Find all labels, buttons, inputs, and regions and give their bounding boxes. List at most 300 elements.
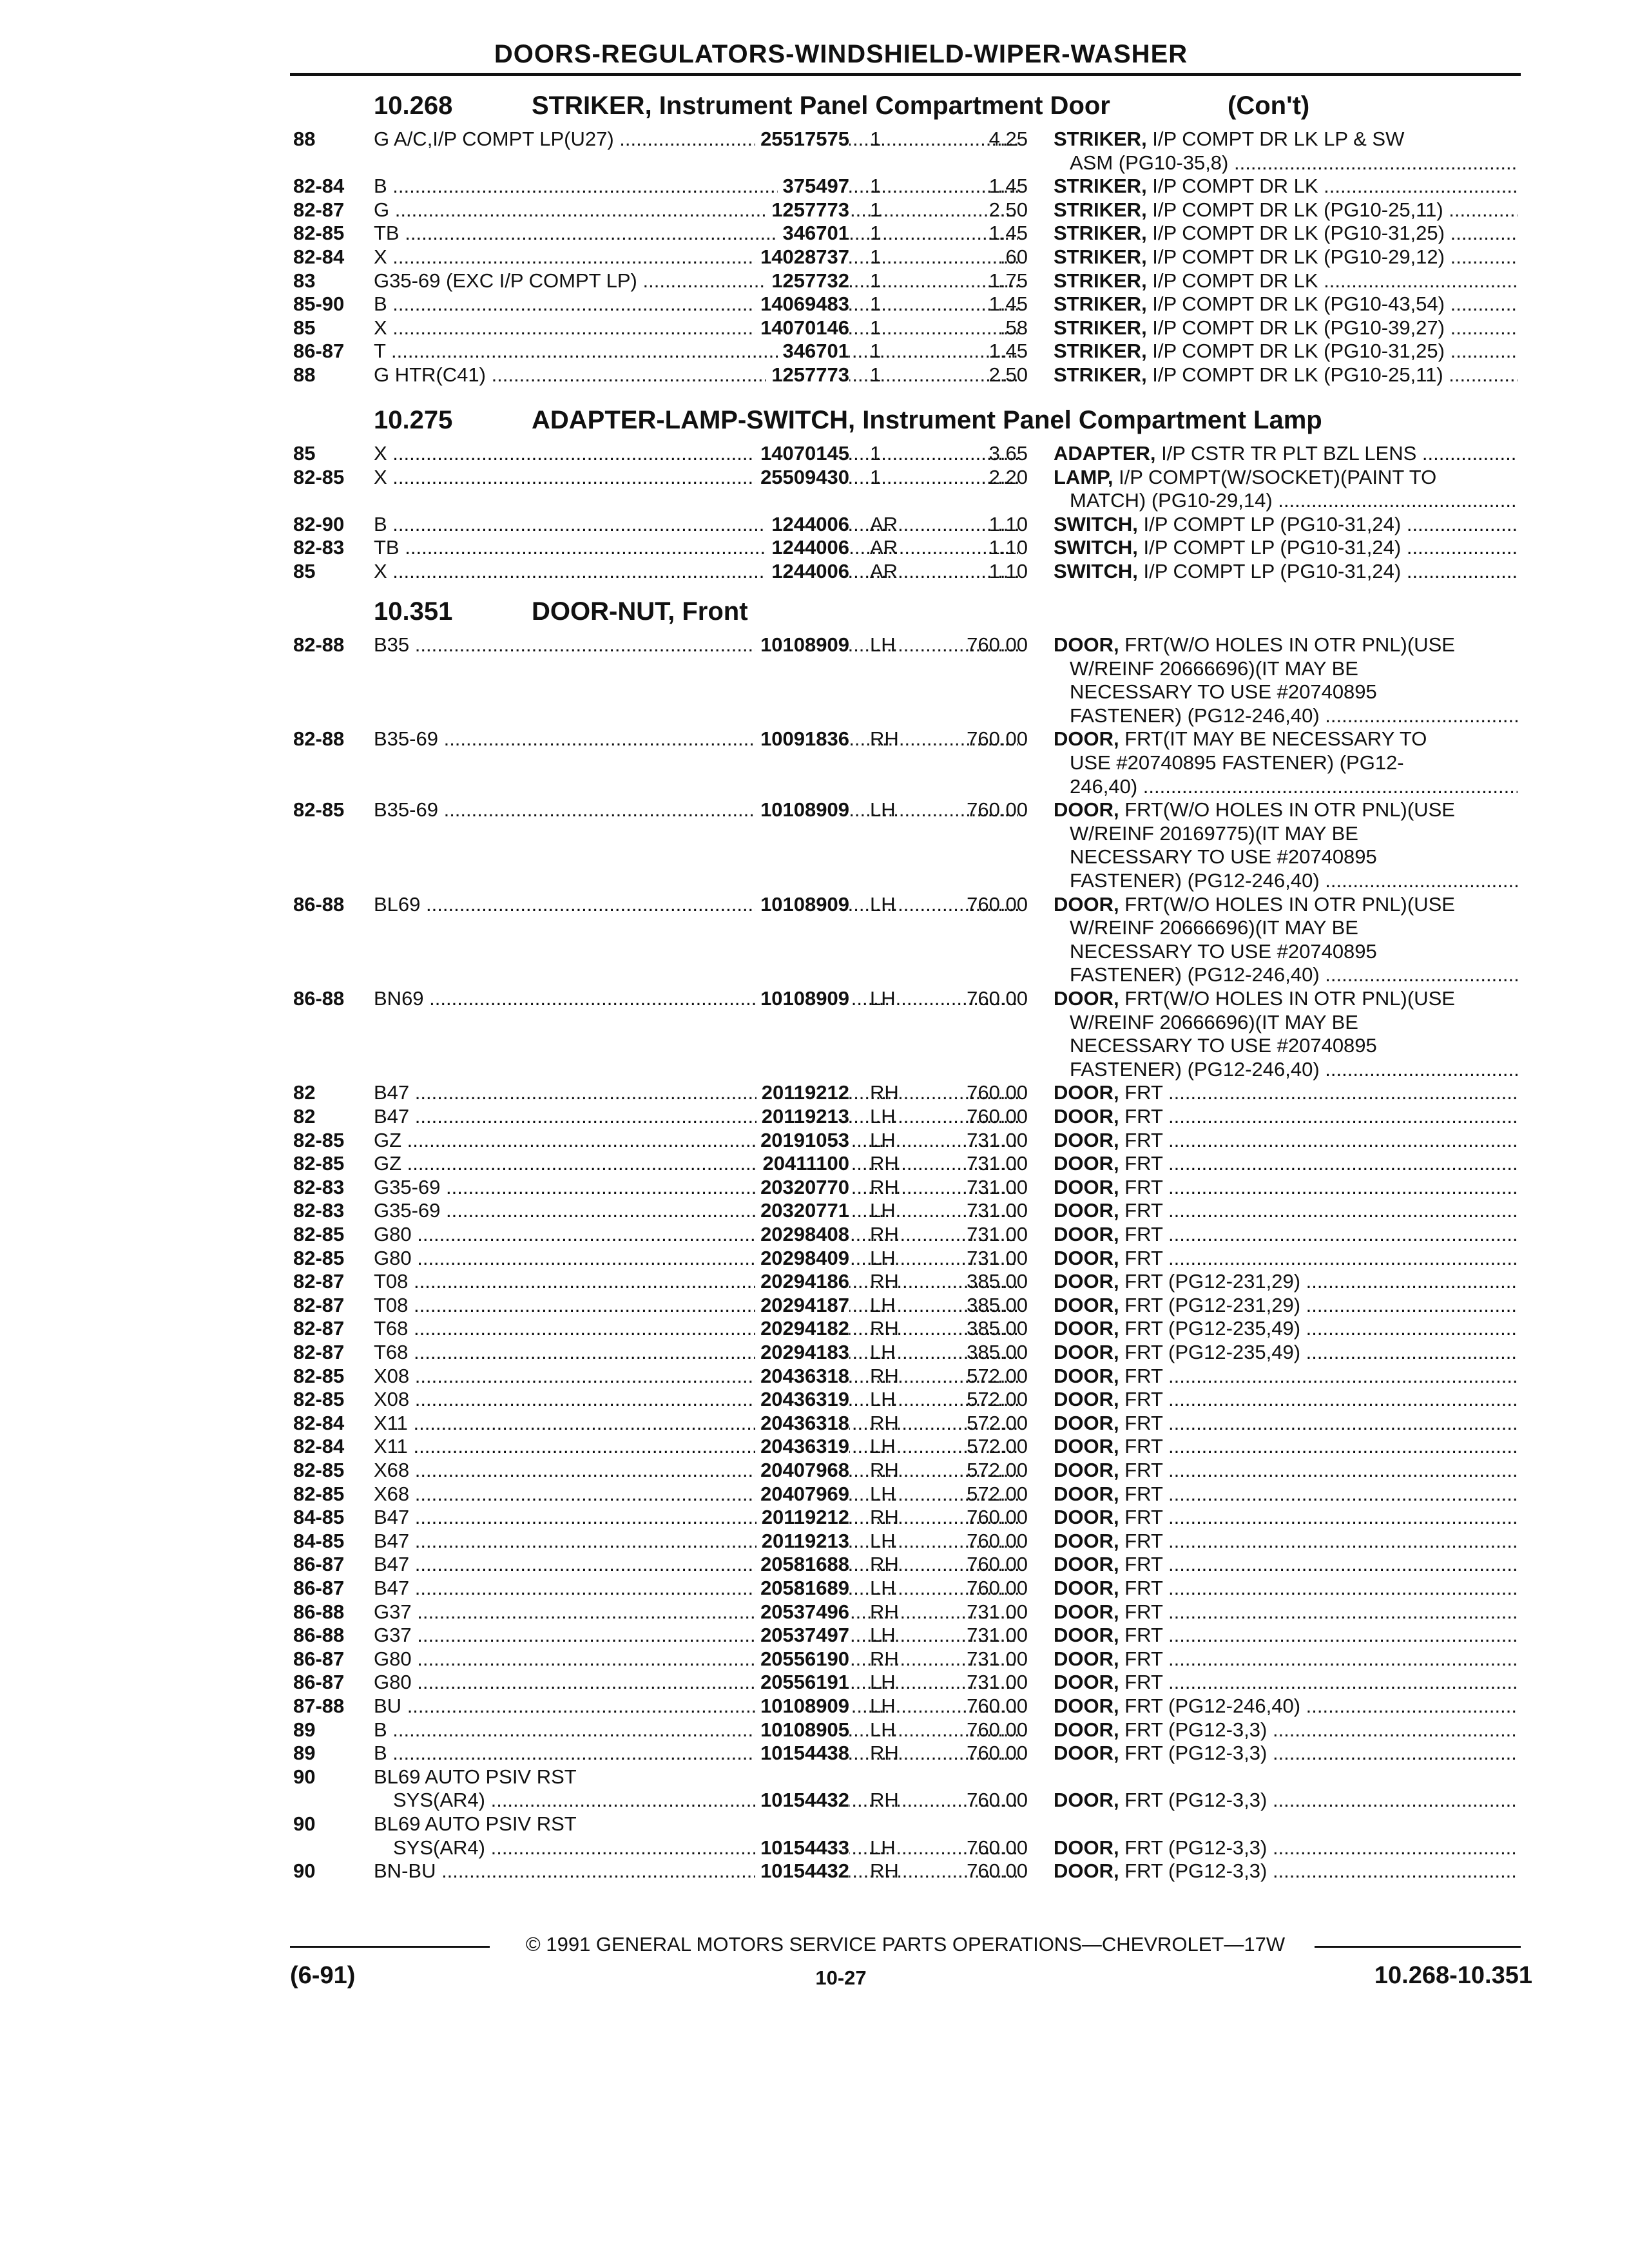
table-row bbox=[0, 1648, 1629, 1671]
part-name-detail: FRT bbox=[1119, 1152, 1163, 1175]
quantity: LH bbox=[870, 1341, 896, 1363]
model-description: T08 ..... bbox=[374, 1294, 1018, 1317]
table-row bbox=[0, 363, 1629, 387]
part-number: 1244006 bbox=[766, 560, 849, 583]
price: 760.00 bbox=[967, 987, 1028, 1010]
price: 572.00 bbox=[967, 1364, 1028, 1387]
model-description: BL69 AUTO PSIV RST bbox=[374, 1812, 577, 1835]
model-year: 86-87 bbox=[293, 1671, 345, 1694]
table-row bbox=[0, 1176, 1629, 1199]
model-description: BL69 AUTO PSIV RST bbox=[374, 1765, 577, 1788]
model-year: 82-83 bbox=[293, 536, 345, 559]
table-row bbox=[0, 1506, 1629, 1529]
part-number: 10108909 bbox=[755, 893, 849, 916]
part-name bbox=[1054, 442, 1518, 465]
model-year: 82-90 bbox=[293, 512, 345, 535]
part-name-detail: I/P COMPT DR LK bbox=[1146, 175, 1318, 198]
part-name-keyword: DOOR, bbox=[1054, 1081, 1119, 1104]
part-name-keyword: DOOR, bbox=[1054, 1742, 1119, 1765]
part-number: 14028737 bbox=[755, 245, 849, 269]
part-name-detail: I/P COMPT DR LK (PG10-31,25) bbox=[1146, 340, 1445, 363]
section-number: 10.268 bbox=[374, 91, 453, 120]
part-name bbox=[1054, 1718, 1518, 1742]
model-description: X ..... bbox=[374, 442, 1018, 465]
part-name bbox=[1054, 560, 1518, 583]
part-name-keyword: DOOR, bbox=[1054, 727, 1119, 751]
part-number: 20411100 bbox=[757, 1152, 849, 1175]
part-name-keyword: DOOR, bbox=[1054, 1293, 1119, 1316]
table-row bbox=[0, 1671, 1629, 1694]
part-name bbox=[1054, 1506, 1518, 1529]
part-name-detail: FRT (PG12-231,29) bbox=[1119, 1293, 1301, 1316]
table-row bbox=[0, 1860, 1629, 1883]
part-name-continued: W/REINF 20666696)(IT MAY BE bbox=[1070, 1010, 1358, 1033]
part-name-detail: FRT bbox=[1119, 1647, 1163, 1670]
part-number: 346701 bbox=[778, 222, 849, 245]
price: 731.00 bbox=[967, 1647, 1028, 1670]
part-name-keyword: ADAPTER, bbox=[1054, 442, 1156, 465]
part-name-detail: FRT bbox=[1119, 1199, 1163, 1222]
part-number: 20320770 bbox=[755, 1176, 849, 1199]
part-name-detail: FRT bbox=[1119, 1388, 1163, 1411]
quantity: RH bbox=[870, 1411, 899, 1434]
quantity: 1 bbox=[870, 340, 882, 363]
part-name-keyword: DOOR, bbox=[1054, 1600, 1119, 1623]
part-name-keyword: DOOR, bbox=[1054, 1695, 1119, 1717]
part-name-keyword: DOOR, bbox=[1054, 1459, 1119, 1481]
model-year: 82-88 bbox=[293, 633, 345, 656]
model-year: 90 bbox=[293, 1765, 316, 1788]
price: .60 bbox=[999, 245, 1028, 268]
part-number: 20294186 bbox=[755, 1270, 849, 1293]
part-name-keyword: DOOR, bbox=[1054, 1718, 1119, 1741]
part-number: 20436319 bbox=[755, 1388, 849, 1411]
part-name bbox=[1054, 1860, 1518, 1883]
model-description: G37 ..... bbox=[374, 1624, 1018, 1647]
part-name-keyword: DOOR, bbox=[1054, 1529, 1119, 1552]
part-name-detail: FRT(IT MAY BE NECESSARY TO bbox=[1119, 727, 1427, 751]
table-row bbox=[0, 466, 1629, 489]
part-name-keyword: STRIKER, bbox=[1054, 198, 1147, 221]
section-title: DOOR-NUT, Front bbox=[532, 597, 748, 626]
table-row bbox=[0, 269, 1629, 293]
model-year: 85-90 bbox=[293, 293, 345, 316]
part-name bbox=[1054, 727, 1518, 751]
table-row bbox=[0, 198, 1629, 222]
model-year: 86-88 bbox=[293, 892, 345, 916]
table-row bbox=[0, 1223, 1629, 1246]
price: 760.00 bbox=[967, 727, 1028, 751]
table-row-continued bbox=[0, 1789, 1629, 1812]
model-year: 88 bbox=[293, 363, 316, 386]
part-name-continued: MATCH) (PG10-29,14) ..... bbox=[1070, 489, 1518, 512]
model-year: 82-85 bbox=[293, 1459, 345, 1481]
part-name-keyword: DOOR, bbox=[1054, 1175, 1119, 1198]
model-year: 86-88 bbox=[293, 1600, 345, 1623]
table-row bbox=[0, 1812, 1629, 1836]
table-row bbox=[0, 293, 1629, 316]
price: 760.00 bbox=[967, 798, 1028, 822]
model-description: B47 ..... bbox=[374, 1506, 1018, 1529]
price: 2.50 bbox=[988, 363, 1028, 386]
part-name-keyword: LAMP, bbox=[1054, 465, 1113, 488]
model-description: G80 ..... bbox=[374, 1247, 1018, 1270]
model-year: 85 bbox=[293, 316, 316, 339]
part-name-detail: I/P COMPT DR LK (PG10-29,12) bbox=[1146, 245, 1445, 268]
part-name-continued: NECESSARY TO USE #20740895 bbox=[1070, 939, 1377, 963]
model-year: 90 bbox=[293, 1860, 316, 1883]
model-description: B35-69 ..... bbox=[374, 798, 1018, 822]
price: 1.10 bbox=[988, 512, 1028, 535]
price: 760.00 bbox=[967, 1789, 1028, 1812]
part-name-keyword: STRIKER, bbox=[1054, 340, 1147, 363]
quantity: 1 bbox=[870, 442, 882, 465]
part-number: 10108909 bbox=[755, 1695, 849, 1718]
model-year: 82-85 bbox=[293, 222, 345, 245]
part-name bbox=[1054, 987, 1518, 1010]
quantity: 1 bbox=[870, 245, 882, 268]
part-name bbox=[1054, 1247, 1518, 1270]
table-row bbox=[0, 245, 1629, 269]
quantity: RH bbox=[870, 1553, 899, 1576]
part-name bbox=[1054, 1105, 1518, 1128]
part-name-detail: FRT bbox=[1119, 1364, 1163, 1387]
part-name-continued: 246,40) ..... bbox=[1070, 775, 1518, 798]
footer-rule-right bbox=[1315, 1946, 1521, 1948]
quantity: LH bbox=[870, 1388, 896, 1411]
model-year: 86-87 bbox=[293, 1577, 345, 1599]
part-name-detail: FRT bbox=[1119, 1577, 1163, 1599]
part-name-continued: W/REINF 20666696)(IT MAY BE bbox=[1070, 657, 1358, 680]
part-number: 20581689 bbox=[755, 1577, 849, 1600]
part-name-detail: FRT bbox=[1119, 1128, 1163, 1151]
section-title: STRIKER, Instrument Panel Compartment Door bbox=[532, 91, 1110, 120]
model-description: GZ ..... bbox=[374, 1152, 1018, 1175]
part-number: 10154432 bbox=[755, 1789, 849, 1812]
model-year: 82-85 bbox=[293, 1128, 345, 1151]
part-number: 25517575 bbox=[755, 128, 849, 151]
model-year: 82-85 bbox=[293, 1388, 345, 1411]
part-name-keyword: STRIKER, bbox=[1054, 175, 1147, 198]
part-name bbox=[1054, 1624, 1518, 1647]
part-name-keyword: STRIKER, bbox=[1054, 222, 1147, 245]
footer-page-number: 10-27 bbox=[815, 1966, 867, 1989]
part-name-keyword: DOOR, bbox=[1054, 1105, 1119, 1128]
quantity: RH bbox=[870, 1647, 899, 1670]
quantity: LH bbox=[870, 1105, 896, 1128]
model-description: GZ ..... bbox=[374, 1129, 1018, 1152]
part-name-detail: FRT bbox=[1119, 1529, 1163, 1552]
model-description: G80 ..... bbox=[374, 1648, 1018, 1671]
quantity: RH bbox=[870, 1152, 899, 1175]
model-year: 82 bbox=[293, 1105, 316, 1128]
price: 760.00 bbox=[967, 1577, 1028, 1599]
part-name-keyword: DOOR, bbox=[1054, 892, 1119, 916]
quantity: 1 bbox=[870, 175, 882, 198]
model-year: 82-87 bbox=[293, 1317, 345, 1340]
part-number: 20436319 bbox=[755, 1435, 849, 1458]
part-name bbox=[1054, 269, 1518, 293]
quantity: RH bbox=[870, 1270, 899, 1293]
part-name bbox=[1054, 1270, 1518, 1293]
part-name-keyword: STRIKER, bbox=[1054, 245, 1147, 268]
price: 385.00 bbox=[967, 1341, 1028, 1363]
model-description: B ..... bbox=[374, 1742, 1018, 1765]
model-year: 84-85 bbox=[293, 1506, 345, 1529]
part-name-detail: FRT bbox=[1119, 1246, 1163, 1269]
quantity: LH bbox=[870, 1293, 896, 1316]
quantity: RH bbox=[870, 1317, 899, 1340]
table-row bbox=[0, 1530, 1629, 1553]
table-row bbox=[0, 633, 1629, 657]
model-year: 86-87 bbox=[293, 1553, 345, 1576]
price: 572.00 bbox=[967, 1411, 1028, 1434]
price: 760.00 bbox=[967, 1105, 1028, 1128]
quantity: RH bbox=[870, 1459, 899, 1481]
quantity: LH bbox=[870, 1529, 896, 1552]
quantity: LH bbox=[870, 1718, 896, 1741]
model-description: G35-69 ..... bbox=[374, 1199, 1018, 1222]
part-name-keyword: DOOR, bbox=[1054, 1246, 1119, 1269]
table-row bbox=[0, 1577, 1629, 1600]
price: 731.00 bbox=[967, 1671, 1028, 1694]
part-name-keyword: DOOR, bbox=[1054, 1647, 1119, 1670]
price: 760.00 bbox=[967, 1860, 1028, 1883]
model-year: 82-85 bbox=[293, 1152, 345, 1175]
part-number: 20119212 bbox=[757, 1081, 849, 1104]
part-name bbox=[1054, 1671, 1518, 1694]
part-name bbox=[1054, 1317, 1518, 1340]
quantity: LH bbox=[870, 987, 896, 1010]
part-name-detail: I/P COMPT LP (PG10-31,24) bbox=[1137, 512, 1402, 535]
table-row bbox=[0, 1341, 1629, 1364]
price: 385.00 bbox=[967, 1270, 1028, 1293]
model-year: 82-87 bbox=[293, 1341, 345, 1363]
part-name-keyword: DOOR, bbox=[1054, 1836, 1119, 1859]
price: 760.00 bbox=[967, 1836, 1028, 1859]
part-name-keyword: DOOR, bbox=[1054, 1317, 1119, 1340]
quantity: RH bbox=[870, 1860, 899, 1883]
model-description: B ..... bbox=[374, 175, 1018, 198]
model-description: B47 ..... bbox=[374, 1553, 1018, 1576]
quantity: LH bbox=[870, 1695, 896, 1717]
part-name bbox=[1054, 513, 1518, 536]
price: 731.00 bbox=[967, 1246, 1028, 1269]
page-header-title: DOORS-REGULATORS-WINDSHIELD-WIPER-WASHER bbox=[494, 40, 1188, 68]
price: 760.00 bbox=[967, 1529, 1028, 1552]
part-name-keyword: STRIKER, bbox=[1054, 293, 1147, 316]
model-description: T08 ..... bbox=[374, 1270, 1018, 1293]
part-name-detail: FRT (PG12-3,3) bbox=[1119, 1718, 1268, 1741]
section-continued: (Con't) bbox=[1228, 91, 1310, 120]
model-year: 82-87 bbox=[293, 198, 345, 221]
part-name-keyword: DOOR, bbox=[1054, 1223, 1119, 1245]
quantity: LH bbox=[870, 1624, 896, 1647]
part-name-detail: FRT bbox=[1119, 1600, 1163, 1623]
model-year: 86-87 bbox=[293, 340, 345, 363]
part-name bbox=[1054, 1483, 1518, 1506]
part-name-detail: I/P COMPT DR LK (PG10-43,54) bbox=[1146, 293, 1445, 316]
model-description: X68 ..... bbox=[374, 1459, 1018, 1482]
part-number: 20298409 bbox=[755, 1247, 849, 1270]
price: 1.10 bbox=[988, 536, 1028, 559]
part-number: 20407968 bbox=[755, 1459, 849, 1482]
part-name bbox=[1054, 1388, 1518, 1411]
part-name-detail: FRT bbox=[1119, 1081, 1163, 1104]
part-name-continued: FASTENER) (PG12-246,40) ..... bbox=[1070, 963, 1518, 986]
part-name-continued: FASTENER) (PG12-246,40) ..... bbox=[1070, 869, 1518, 892]
model-year: 82-85 bbox=[293, 1482, 345, 1505]
part-name bbox=[1054, 1553, 1518, 1576]
part-name bbox=[1054, 466, 1518, 489]
part-number: 20320771 bbox=[755, 1199, 849, 1222]
model-description: X ..... bbox=[374, 466, 1018, 489]
price: 2.20 bbox=[988, 465, 1028, 488]
model-year: 86-88 bbox=[293, 987, 345, 1010]
part-number: 14070146 bbox=[755, 316, 849, 340]
part-name-detail: FRT bbox=[1119, 1506, 1163, 1529]
model-description: TB ..... bbox=[374, 222, 1018, 245]
quantity: 1 bbox=[870, 465, 882, 488]
model-year: 82-87 bbox=[293, 1293, 345, 1316]
part-name bbox=[1054, 1742, 1518, 1765]
part-number: 20581688 bbox=[755, 1553, 849, 1576]
price: 731.00 bbox=[967, 1624, 1028, 1647]
part-name bbox=[1054, 245, 1518, 269]
part-number: 20537497 bbox=[755, 1624, 849, 1647]
quantity: RH bbox=[870, 1081, 899, 1104]
table-row bbox=[0, 893, 1629, 916]
footer-date: (6-91) bbox=[290, 1962, 356, 1989]
part-name-detail: FRT(W/O HOLES IN OTR PNL)(USE bbox=[1119, 987, 1455, 1010]
section-title: ADAPTER-LAMP-SWITCH, Instrument Panel Compartment Lamp bbox=[532, 406, 1322, 434]
table-row bbox=[0, 1553, 1629, 1576]
part-name bbox=[1054, 1695, 1518, 1718]
model-description: T ..... bbox=[374, 340, 1018, 363]
table-row bbox=[0, 128, 1629, 151]
quantity: LH bbox=[870, 1836, 896, 1859]
table-row bbox=[0, 1695, 1629, 1718]
model-description: G80 ..... bbox=[374, 1223, 1018, 1246]
model-description: G35-69 ..... bbox=[374, 1176, 1018, 1199]
model-year: 86-87 bbox=[293, 1647, 345, 1670]
part-number: 14070145 bbox=[755, 442, 849, 465]
price: 760.00 bbox=[967, 892, 1028, 916]
table-row bbox=[0, 798, 1629, 822]
table-row bbox=[0, 1294, 1629, 1317]
model-description-continued: SYS(AR4) ..... bbox=[393, 1789, 1018, 1812]
model-description: G HTR(C41) ..... bbox=[374, 363, 1018, 387]
part-name-keyword: DOOR, bbox=[1054, 1270, 1119, 1293]
part-name-detail: I/P COMPT LP (PG10-31,24) bbox=[1137, 536, 1402, 559]
price: 1.10 bbox=[988, 560, 1028, 582]
model-description: B47 ..... bbox=[374, 1105, 1018, 1128]
part-name-detail: FRT(W/O HOLES IN OTR PNL)(USE bbox=[1119, 798, 1455, 822]
part-number: 20436318 bbox=[755, 1412, 849, 1435]
price: 760.00 bbox=[967, 1695, 1028, 1717]
model-description: G35-69 (EXC I/P COMPT LP) ..... bbox=[374, 269, 1018, 293]
model-description: BN69 ..... bbox=[374, 987, 1018, 1010]
model-year: 82-85 bbox=[293, 1246, 345, 1269]
table-row bbox=[0, 340, 1629, 363]
part-number: 20294187 bbox=[755, 1294, 849, 1317]
footer-copyright: © 1991 GENERAL MOTORS SERVICE PARTS OPERATIONS—CHEVROLET—17W bbox=[525, 1933, 1286, 1956]
part-number: 20556190 bbox=[755, 1648, 849, 1671]
section-heading bbox=[0, 90, 1629, 121]
part-name-keyword: DOOR, bbox=[1054, 1152, 1119, 1175]
part-name bbox=[1054, 1412, 1518, 1435]
part-name-keyword: DOOR, bbox=[1054, 1671, 1119, 1694]
model-description: B ..... bbox=[374, 1718, 1018, 1742]
model-description: X ..... bbox=[374, 316, 1018, 340]
part-name-keyword: DOOR, bbox=[1054, 1482, 1119, 1505]
quantity: 1 bbox=[870, 316, 882, 339]
table-row bbox=[0, 1600, 1629, 1624]
model-description: BU ..... bbox=[374, 1695, 1018, 1718]
model-year: 82-85 bbox=[293, 1223, 345, 1245]
model-year: 82-85 bbox=[293, 465, 345, 488]
part-name-keyword: DOOR, bbox=[1054, 1411, 1119, 1434]
part-name-detail: FRT(W/O HOLES IN OTR PNL)(USE bbox=[1119, 633, 1455, 656]
part-name-detail: I/P COMPT DR LK (PG10-31,25) bbox=[1146, 222, 1445, 245]
model-description: B47 ..... bbox=[374, 1081, 1018, 1104]
quantity: LH bbox=[870, 1482, 896, 1505]
part-name-detail: FRT (PG12-246,40) bbox=[1119, 1695, 1301, 1717]
model-year: 88 bbox=[293, 128, 316, 150]
table-row bbox=[0, 1765, 1629, 1789]
price: 1.45 bbox=[988, 293, 1028, 316]
table-row bbox=[0, 1129, 1629, 1152]
part-name-detail: FRT bbox=[1119, 1223, 1163, 1245]
model-year: 87-88 bbox=[293, 1695, 345, 1717]
quantity: AR bbox=[870, 560, 898, 582]
quantity: LH bbox=[870, 892, 896, 916]
model-year: 86-88 bbox=[293, 1624, 345, 1647]
part-name bbox=[1054, 1459, 1518, 1482]
quantity: RH bbox=[870, 1506, 899, 1529]
part-name-detail: FRT (PG12-3,3) bbox=[1119, 1789, 1268, 1812]
price: 731.00 bbox=[967, 1128, 1028, 1151]
model-description: X ..... bbox=[374, 560, 1018, 583]
part-name-detail: FRT (PG12-235,49) bbox=[1119, 1341, 1301, 1363]
table-row bbox=[0, 1435, 1629, 1458]
quantity: LH bbox=[870, 1577, 896, 1599]
model-year: 82 bbox=[293, 1081, 316, 1104]
table-row bbox=[0, 316, 1629, 340]
part-name-continued: FASTENER) (PG12-246,40) ..... bbox=[1070, 704, 1518, 727]
part-name-detail: FRT (PG12-231,29) bbox=[1119, 1270, 1301, 1293]
part-name-detail: FRT bbox=[1119, 1482, 1163, 1505]
part-name bbox=[1054, 363, 1518, 387]
price: 760.00 bbox=[967, 1081, 1028, 1104]
part-name-detail: FRT bbox=[1119, 1459, 1163, 1481]
model-year: 89 bbox=[293, 1718, 316, 1741]
part-number: 20436318 bbox=[755, 1365, 849, 1388]
part-number: 10154432 bbox=[755, 1860, 849, 1883]
part-name bbox=[1054, 1223, 1518, 1246]
model-year: 90 bbox=[293, 1812, 316, 1835]
part-name-continued: W/REINF 20666696)(IT MAY BE bbox=[1070, 916, 1358, 939]
part-name-continued: NECESSARY TO USE #20740895 bbox=[1070, 680, 1377, 704]
part-name-keyword: DOOR, bbox=[1054, 633, 1119, 656]
part-name-detail: FRT bbox=[1119, 1553, 1163, 1576]
part-name-detail: FRT bbox=[1119, 1671, 1163, 1694]
part-name-keyword: STRIKER, bbox=[1054, 316, 1147, 339]
quantity: 1 bbox=[870, 222, 882, 245]
model-year: 84-85 bbox=[293, 1529, 345, 1552]
part-name bbox=[1054, 798, 1518, 822]
part-name bbox=[1054, 222, 1518, 245]
